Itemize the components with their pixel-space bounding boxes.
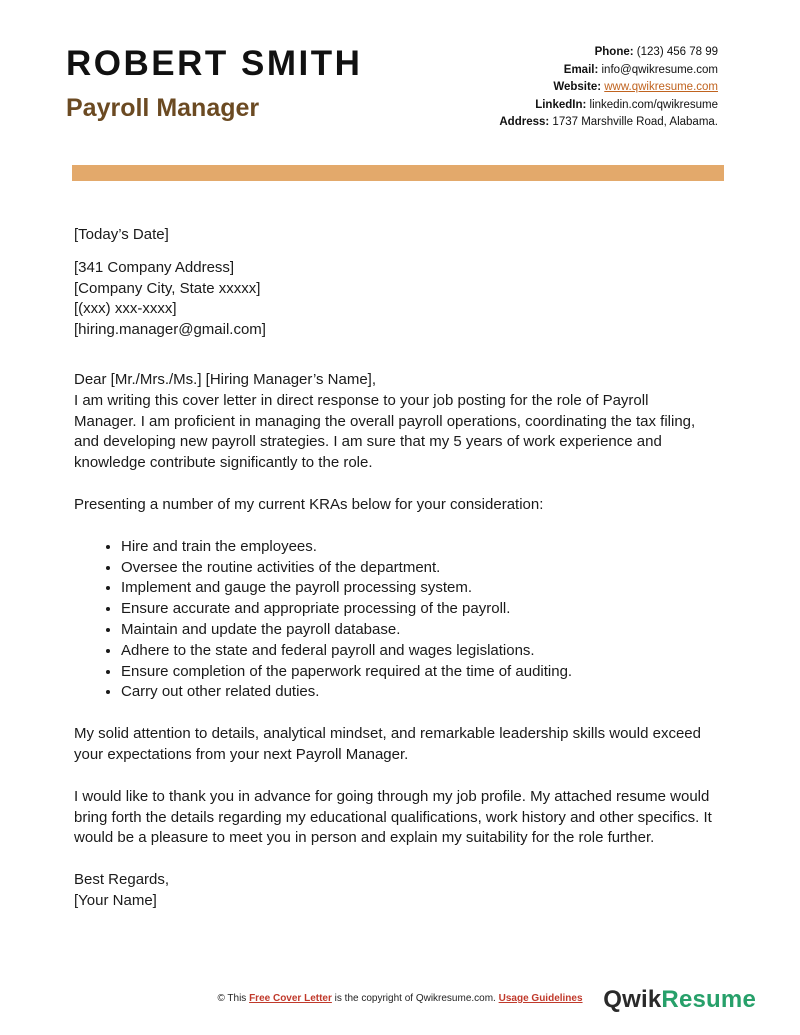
qwikresume-logo: [603, 986, 756, 1014]
applicant-name: ROBERT SMITH: [66, 44, 363, 83]
signature: [Your Name]: [74, 891, 157, 909]
contact-block: [388, 44, 718, 132]
letter-body: [74, 225, 714, 912]
recipient-line: [(xxx) xxx-xxxx]: [74, 300, 177, 318]
kra-list: [74, 537, 714, 703]
thanks-paragraph: I would like to thank you in advance for going through my job profile. My attached resume would bring forth the details regarding my educational qualifications, work history and other specifics. It would be a pleasure to meet you in person and explain my suitability for the role further.: [74, 787, 712, 847]
contact-phone: [388, 44, 718, 62]
list-item: • Oversee the routine activities of the department.: [121, 558, 714, 579]
recipient-address: [74, 258, 714, 341]
recipient-line: [341 Company Address]: [74, 258, 235, 276]
job-title: Payroll Manager: [66, 94, 260, 122]
contact-address: [388, 114, 718, 132]
contact-linkedin: [388, 97, 718, 115]
recipient-line: [hiring.manager@gmail.com]: [74, 321, 266, 339]
header-divider: [72, 165, 724, 181]
footer-middle: is the copyright of Qwikresume.com.: [331, 993, 499, 1004]
footer-prefix: © This: [217, 993, 250, 1004]
address-value: 1737 Marshville Road, Alabama.: [552, 116, 718, 128]
closing: Best Regards,: [74, 871, 170, 889]
logo-part-resume: Resume: [661, 986, 756, 1013]
contact-email: [388, 62, 718, 80]
email-value: info@qwikresume.com: [601, 63, 718, 76]
greeting: Dear [Mr./Mrs./Ms.] [Hiring Manager’s Name],: [74, 370, 377, 388]
contact-website: [388, 79, 718, 97]
phone-label: Phone:: [594, 46, 634, 58]
usage-guidelines-link[interactable]: Usage Guidelines: [498, 993, 583, 1004]
kra-intro: Presenting a number of my current KRAs below for your consideration:: [74, 495, 544, 513]
letter-date: [Today’s Date]: [74, 226, 169, 243]
logo-part-qwik: Qwik: [603, 986, 662, 1013]
list-item: • Adhere to the state and federal payroll and wages legislations.: [121, 641, 714, 662]
intro-paragraph: I am writing this cover letter in direct response to your job posting for the role of Payroll Manager. I am proficient in managing the overall payroll operations, coordinating the tax filing, and developing new payroll strategies. I am sure that my 5 years of work experience and knowledge contribute significantly to the role.: [74, 391, 696, 472]
linkedin-value: linkedin.com/qwikresume: [589, 98, 718, 111]
linkedin-label: LinkedIn:: [535, 98, 587, 111]
list-item: • Implement and gauge the payroll processing system.: [121, 578, 714, 599]
list-item: • Ensure completion of the paperwork required at the time of auditing.: [121, 662, 714, 683]
website-label: Website:: [553, 81, 602, 93]
list-item: • Maintain and update the payroll database.: [121, 620, 714, 641]
email-label: Email:: [563, 63, 599, 76]
list-item: • Ensure accurate and appropriate processing of the payroll.: [121, 599, 714, 620]
list-item: • Carry out other related duties.: [121, 682, 714, 703]
free-cover-letter-link[interactable]: Free Cover Letter: [249, 993, 332, 1004]
website-link[interactable]: www.qwikresume.com: [604, 81, 718, 93]
list-item: • Hire and train the employees.: [121, 537, 714, 558]
skills-paragraph: My solid attention to details, analytical mindset, and remarkable leadership skills would exceed your expectations from your next Payroll Manager.: [74, 725, 701, 763]
address-label: Address:: [499, 116, 550, 128]
phone-value: (123) 456 78 99: [636, 46, 718, 58]
recipient-line: [Company City, State xxxxx]: [74, 279, 261, 297]
